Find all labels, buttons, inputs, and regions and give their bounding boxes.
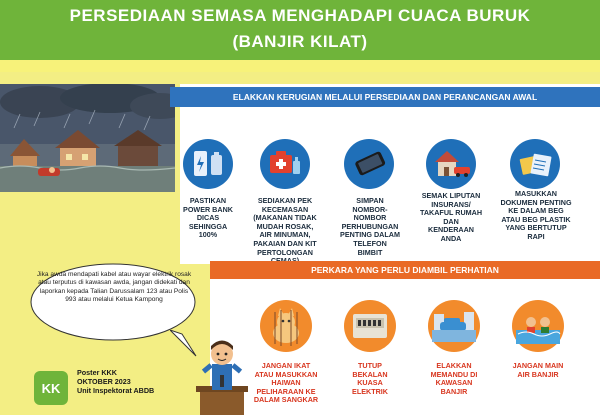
prep-label-documents: MASUKKAN DOKUMEN PENTING KE DALAM BEG ATAU BEG PLASTIK YANG BERTUTUP RAPI [500, 189, 572, 241]
svg-text:KK: KK [41, 381, 61, 396]
smartphone-icon [344, 139, 394, 189]
mascot-speaker-icon [192, 330, 252, 415]
cat-icon [260, 300, 312, 352]
header-strip [0, 60, 600, 72]
attention-label-electric: TUTUP BEKALAN KUASA ELEKTRIK [352, 361, 388, 396]
first-aid-kit-icon [260, 139, 310, 189]
attention-label-driving: ELAKKAN MEMANDU DI KAWASAN BANJIR [430, 361, 478, 396]
electric-switch-icon [344, 300, 396, 352]
prep-label-insurance: SEMAK LIPUTAN INSURANS/ TAKAFUL RUMAH DAN KENDERAAN ANDA [420, 191, 483, 243]
house-car-icon [426, 139, 476, 189]
power-bank-icon [183, 139, 233, 189]
prep-label-phone-numbers: SIMPAN NOMBOR-NOMBOR PERHUBUNGAN PENTING DALAM TELEFON BIMBIT [340, 196, 400, 257]
children-playing-icon [512, 300, 564, 352]
header-banner [0, 0, 600, 60]
poster-title: PERSEDIAAN SEMASA MENGHADAPI CUACA BURUK [69, 6, 531, 25]
kkk-logo-icon [34, 371, 68, 405]
poster-subtitle: (BANJIR KILAT) [232, 32, 368, 51]
prep-label-power-bank: PASTIKAN POWER BANK DICAS SEHINGGA 100% [183, 196, 233, 240]
credit-line-unit: Unit Inspektorat ABDB [77, 385, 155, 395]
attention-label-pets: JANGAN IKAT ATAU MASUKKAN HAIWAN PELIHARAAN KE DALAM SANGKAR [253, 361, 319, 405]
credit-line-date: OKTOBER 2023 [77, 376, 131, 386]
prep-label-emergency-kit: SEDIAKAN PEK KECEMASAN (MAKANAN TIDAK MUDAH ROSAK, AIR MINUMAN, PAKAIAN DAN KIT PERTOLONGAN [253, 196, 317, 257]
section-heading-attention: PERKARA YANG PERLU DIAMBIL PERHATIAN [210, 261, 600, 279]
flood-scene-icon [0, 84, 175, 192]
section-heading-preparation: ELAKKAN KERUGIAN MELALUI PERSEDIAAN DAN PERANCANGAN AWAL [170, 87, 600, 107]
documents-bag-icon [510, 139, 560, 189]
attention-label-play: JANGAN MAIN AIR BANJIR [512, 361, 564, 379]
flooded-car-icon [428, 300, 480, 352]
credit-line-poster: Poster KKK [77, 368, 117, 377]
speech-bubble-text: Jika awda mendapati kabel atau wayar elektrik rosak atau terputus di kawasan awda, jangan didekati dan laporkan kepada Talian Darussalam 123 atau Polis 993 atau melalui Ketua Kampong [36, 271, 192, 304]
poster-credits [77, 369, 154, 395]
